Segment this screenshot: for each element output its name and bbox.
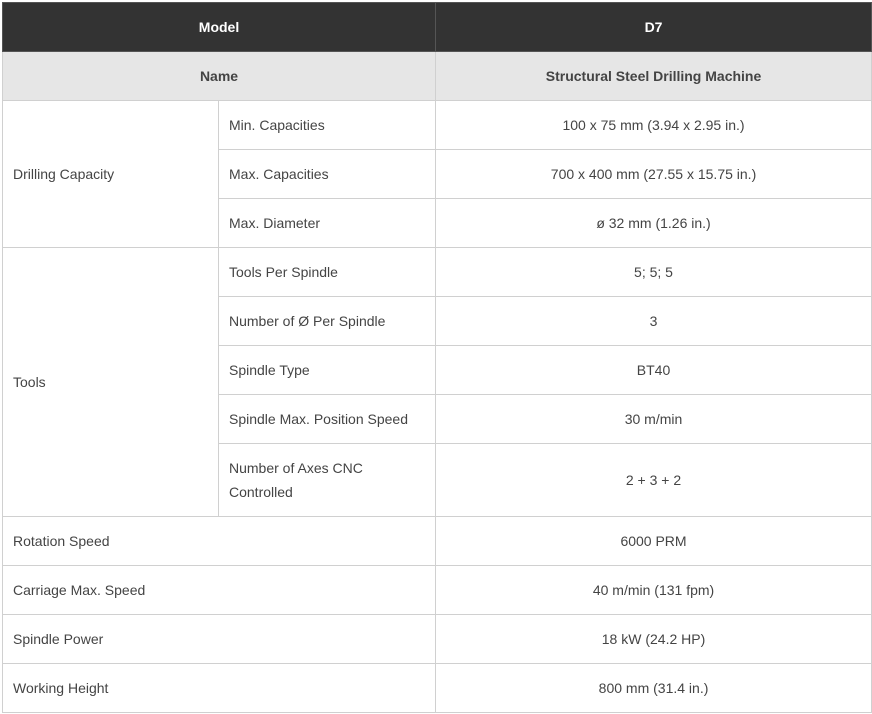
row-value: 700 x 400 mm (27.55 x 15.75 in.) (436, 150, 872, 199)
name-value: Structural Steel Drilling Machine (436, 52, 872, 101)
table-row (3, 615, 872, 664)
row-label: Spindle Type (219, 346, 436, 395)
name-label: Name (3, 52, 436, 101)
row-value: 18 kW (24.2 HP) (436, 615, 872, 664)
row-value: 30 m/min (436, 395, 872, 444)
row-label: Number of Ø Per Spindle (219, 297, 436, 346)
name-row (3, 52, 872, 101)
row-value: 6000 PRM (436, 517, 872, 566)
table-row (3, 101, 872, 150)
row-label: Working Height (3, 664, 436, 713)
row-value: 40 m/min (131 fpm) (436, 566, 872, 615)
table-row (3, 248, 872, 297)
row-value: 800 mm (31.4 in.) (436, 664, 872, 713)
spec-table (2, 2, 872, 713)
row-label: Min. Capacities (219, 101, 436, 150)
row-label: Number of Axes CNC Controlled (219, 444, 436, 517)
row-value: BT40 (436, 346, 872, 395)
row-label: Spindle Max. Position Speed (219, 395, 436, 444)
table-row (3, 566, 872, 615)
row-value: ø 32 mm (1.26 in.) (436, 199, 872, 248)
row-value: 100 x 75 mm (3.94 x 2.95 in.) (436, 101, 872, 150)
row-label: Max. Diameter (219, 199, 436, 248)
row-label: Spindle Power (3, 615, 436, 664)
group-drilling-capacity: Drilling Capacity (3, 101, 219, 248)
row-label: Max. Capacities (219, 150, 436, 199)
row-label: Carriage Max. Speed (3, 566, 436, 615)
group-tools: Tools (3, 248, 219, 517)
row-label: Rotation Speed (3, 517, 436, 566)
table-row (3, 664, 872, 713)
row-value: 3 (436, 297, 872, 346)
table-header-row (3, 3, 872, 52)
row-value: 2 + 3 + 2 (436, 444, 872, 517)
table-row (3, 517, 872, 566)
row-value: 5; 5; 5 (436, 248, 872, 297)
row-label: Tools Per Spindle (219, 248, 436, 297)
model-value: D7 (436, 3, 872, 52)
model-label: Model (3, 3, 436, 52)
